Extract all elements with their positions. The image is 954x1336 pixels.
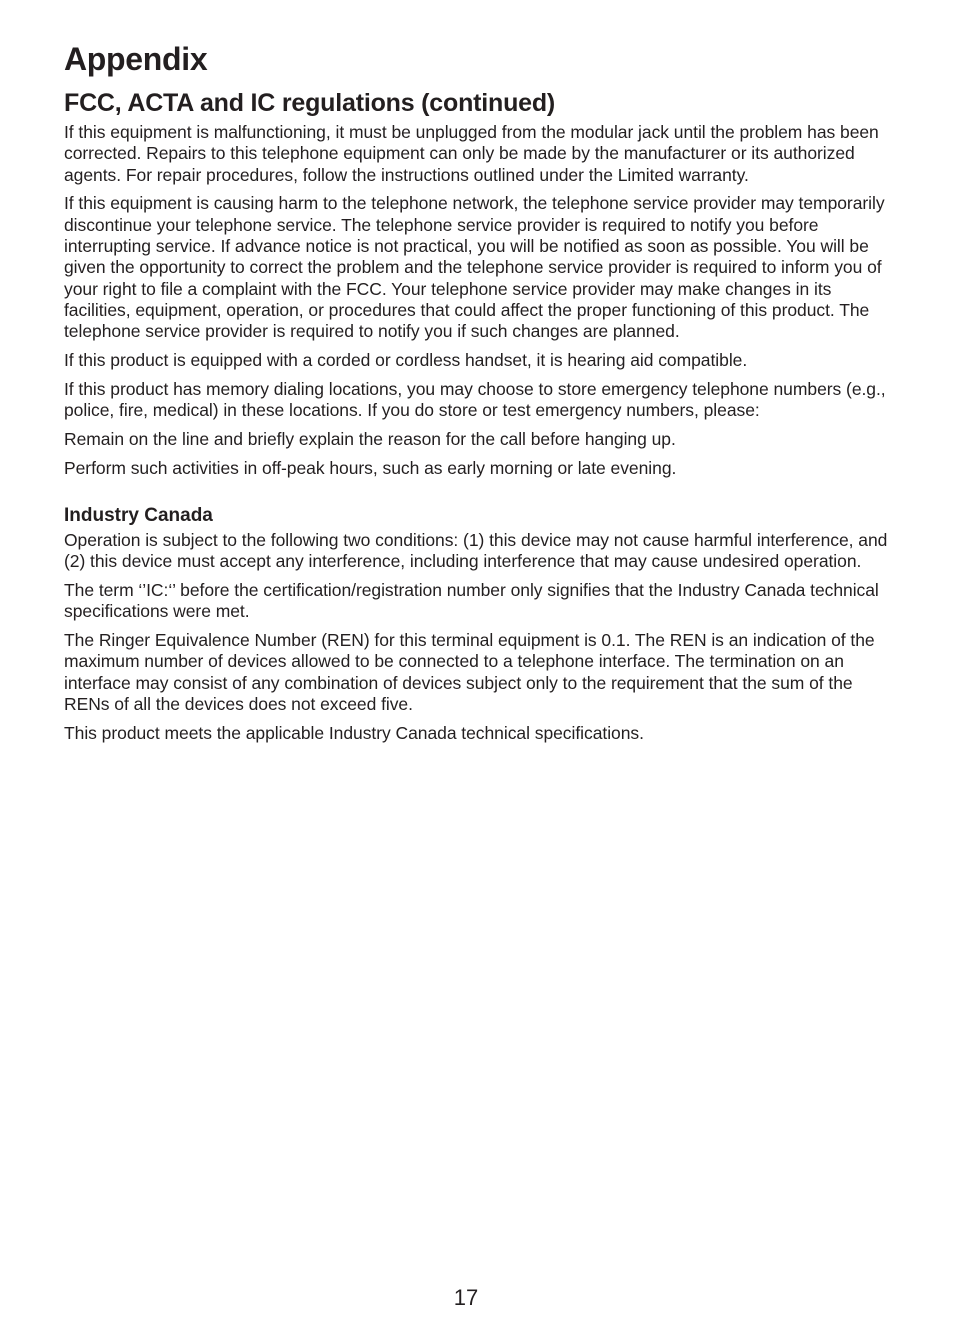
paragraph: If this product is equipped with a corded or cordless handset, it is hearing aid compatible. (64, 349, 748, 370)
fcc-section (64, 122, 896, 479)
page-number: 17 (453, 1285, 479, 1310)
paragraph: Operation is subject to the following two conditions: (1) this device may not cause harmful interference, and (2) this device must accept any interference, including interference that may cause undesired operation. (64, 529, 888, 572)
section-title: FCC, ACTA and IC regulations (continued) (64, 89, 556, 117)
paragraph: The term ‘’IC:‘’ before the certification/registration number only signifies that the Industry Canada technical specifications were met. (64, 580, 879, 622)
paragraph: If this product has memory dialing locations, you may choose to store emergency telephone numbers (e.g., police, fire, medical) in these locations. If you do store or test emergency numbers, please: (64, 378, 886, 421)
paragraph: The Ringer Equivalence Number (REN) for this terminal equipment is 0.1. The REN is an indication of the maximum number of devices allowed to be connected to a telephone interface. The termination on an interface may consist of any combination of devices subject only to the requirement that the sum of the RENs of all the devices does not exceed five. (64, 630, 875, 715)
subsection-title: Industry Canada (64, 504, 213, 526)
paragraph: If this equipment is causing harm to the telephone network, the telephone service provider may temporarily discontinue your telephone service. The telephone service provider is required to notify you before interrupting service. If advance notice is not practical, you will be notified as soon as possible. You will be given the opportunity to correct the problem and the telephone service provider is required to inform you of your right to file a complaint with the FCC. Your telephone service provider may make changes in its facilities, equipment, operation, or procedures that could affect the proper functioning of this product. The telephone service provider is required to notify you if such changes are planned. (64, 193, 885, 342)
paragraph: This product meets the applicable Industry Canada technical specifications. (64, 722, 644, 743)
document-page (64, 38, 896, 752)
paragraph: If this equipment is malfunctioning, it must be unplugged from the modular jack until the problem has been corrected. Repairs to this telephone equipment can only be made by the manufacturer or its authorized agents. For repair procedures, follow the instructions outlined under the Limited warranty. (64, 122, 879, 185)
industry-canada-section (64, 504, 896, 744)
paragraph: Remain on the line and briefly explain the reason for the call before hanging up. (64, 428, 676, 449)
paragraph: Perform such activities in off-peak hours, such as early morning or late evening. (64, 457, 677, 478)
page-title: Appendix (64, 41, 208, 77)
